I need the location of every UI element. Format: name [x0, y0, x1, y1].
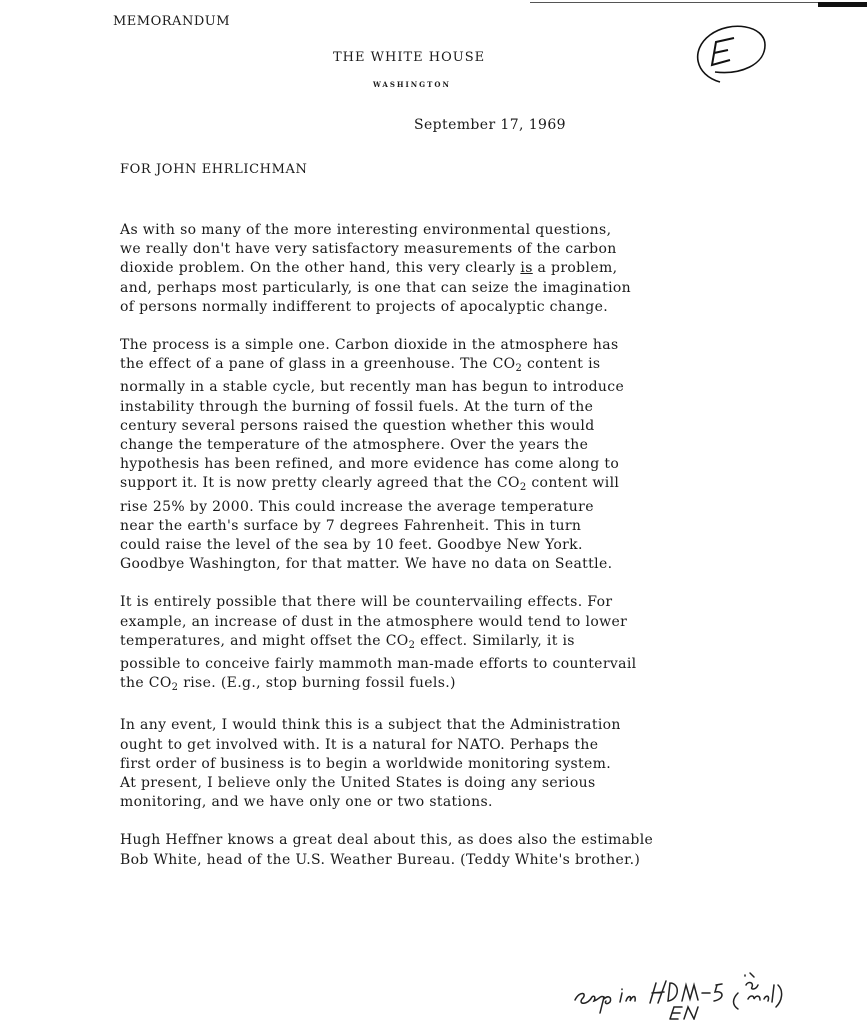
text-line: first order of business is to begin a worldwide monitoring system. — [120, 755, 612, 772]
text-line: and, perhaps most particularly, is one that can seize the imagination — [120, 279, 632, 296]
letterhead-location: WASHINGTON — [373, 80, 451, 89]
text-line: Bob White, head of the U.S. Weather Bureau. (Teddy White's brother.) — [120, 851, 641, 868]
text-line: As with so many of the more interesting environmental questions, — [120, 222, 612, 238]
text-line: It is entirely possible that there will be countervailing effects. For — [120, 594, 613, 611]
text-line: of persons normally indifferent to projects of apocalyptic change. — [120, 298, 609, 315]
text-line: Goodbye Washington, for that matter. We have no data on Seattle. — [120, 556, 613, 573]
memo-paragraph — [120, 831, 820, 869]
text-line: support it. It is now pretty clearly agreed that the $CO_2$ content will — [120, 475, 620, 494]
text-line: the $CO_2$ rise. (E.g., stop burning fossil fuels.) — [120, 675, 456, 694]
memo-paragraph — [120, 336, 820, 574]
text-line: rise 25% by 2000. This could increase the average temperature — [120, 498, 594, 515]
text-line: century several persons raised the question whether this would — [120, 417, 595, 434]
text-line: example, an increase of dust in the atmosphere would tend to lower — [120, 613, 628, 630]
handwritten-annotation-icon — [570, 955, 830, 1020]
memo-paragraph — [120, 593, 820, 697]
text-line: hypothesis has been refined, and more evidence has come along to — [120, 456, 620, 473]
text-line: could raise the level of the sea by 10 feet. Goodbye New York. — [120, 537, 583, 554]
text-line: near the earth's surface by 7 degrees Fahrenheit. This in turn — [120, 517, 582, 534]
text-line: In any event, I would think this is a subject that the Administration — [120, 717, 621, 734]
memo-paragraph — [120, 221, 820, 317]
text-line: instability through the burning of fossil fuels. At the turn of the — [120, 398, 594, 415]
subscript: 2 — [519, 482, 527, 494]
memo-label: MEMORANDUM — [113, 14, 231, 29]
memo-body — [120, 221, 820, 889]
text-line: monitoring, and we have only one or two stations. — [120, 794, 493, 811]
memo-recipient: FOR JOHN EHRLICHMAN — [120, 162, 308, 177]
scan-edge-line — [530, 2, 850, 3]
text-line: normally in a stable cycle, but recently man has begun to introduce — [120, 379, 625, 396]
memo-paragraph — [120, 716, 820, 812]
text-line: Hugh Heffner knows a great deal about this, as does also the estimable — [120, 832, 654, 849]
subscript: 2 — [171, 682, 179, 694]
subscript: 2 — [408, 639, 416, 651]
text-line: temperatures, and might offset the $CO_2$ effect. Similarly, it is — [120, 632, 575, 651]
text-line: possible to conceive fairly mammoth man-made efforts to countervail — [120, 656, 637, 673]
text-line: At present, I believe only the United States is doing any serious — [120, 775, 596, 792]
underlined-word: is — [520, 260, 533, 277]
letterhead-title: THE WHITE HOUSE — [333, 50, 486, 65]
text-line: we really don't have very satisfactory measurements of the carbon — [120, 241, 617, 258]
memo-date: September 17, 1969 — [414, 117, 566, 133]
text-line: change the temperature of the atmosphere. Over the years the — [120, 437, 589, 454]
text-line: The process is a simple one. Carbon dioxide in the atmosphere has — [120, 337, 619, 354]
subscript: 2 — [515, 363, 523, 375]
circled-e-file-mark-icon — [690, 20, 770, 90]
scan-edge-mark — [818, 2, 867, 7]
text-line: the effect of a pane of glass in a greenhouse. The $CO_2$ content is — [120, 356, 601, 375]
text-line: dioxide problem. On the other hand, this very clearly is a problem, — [120, 260, 618, 277]
text-line: ought to get involved with. It is a natural for NATO. Perhaps the — [120, 736, 599, 753]
